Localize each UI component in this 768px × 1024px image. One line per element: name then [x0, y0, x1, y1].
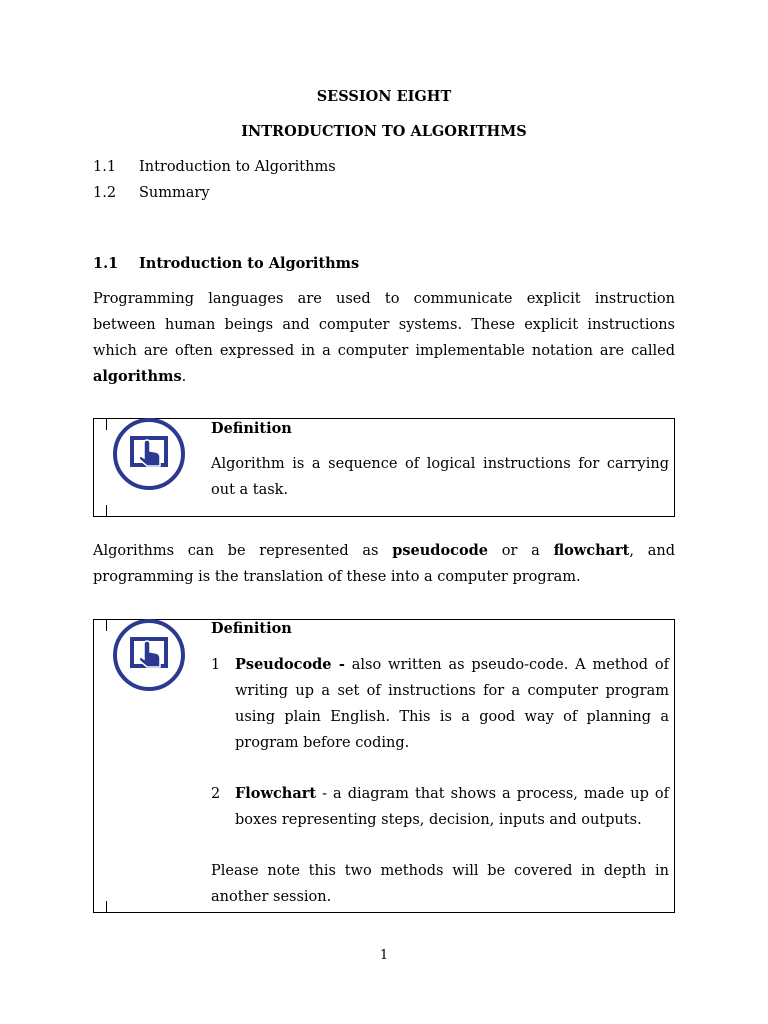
algorithms-term: algorithms — [93, 368, 182, 385]
toc-item-label: Summary — [139, 185, 210, 201]
word: represented — [259, 543, 349, 559]
word: a — [531, 543, 540, 559]
word: or — [501, 543, 518, 559]
definition-text: - a diagram that shows a process, made up of — [316, 786, 669, 802]
flowchart-term: Flowchart — [235, 785, 317, 802]
box-divider — [106, 505, 107, 517]
word: can — [187, 543, 214, 559]
definition-text: Algorithm is a sequence of logical instructions for carrying — [211, 456, 669, 472]
period: . — [181, 369, 187, 385]
note-text: another session. — [211, 889, 332, 905]
list-number: 2 — [211, 786, 221, 802]
comma: , — [629, 543, 634, 559]
session-title: SESSION EIGHT — [316, 88, 452, 105]
list-item-line — [235, 656, 669, 674]
pseudocode-term: pseudocode — [392, 542, 488, 559]
definition-text: also written as pseudo-code. A method of — [344, 657, 669, 673]
list-item-line — [235, 785, 669, 803]
pseudocode-term: Pseudocode - — [235, 656, 345, 673]
note-text: Please note this two methods will be covered in depth in — [211, 863, 669, 879]
section-title: Introduction to Algorithms — [139, 255, 360, 272]
toc-item-label: Introduction to Algorithms — [139, 159, 336, 175]
page-title: INTRODUCTION TO ALGORITHMS — [241, 123, 527, 140]
definition-heading: Definition — [211, 620, 292, 637]
paragraph-line: which are often expressed in a computer implementable notation are called — [93, 343, 675, 359]
definition-text: out a task. — [211, 482, 289, 498]
touch-screen-icon — [111, 617, 187, 693]
flowchart-term: flowchart — [553, 542, 630, 559]
box-divider — [106, 418, 107, 430]
list-number: 1 — [211, 657, 221, 673]
toc-item-number: 1.1 — [93, 159, 117, 175]
list-item-line: using plain English. This is a good way of planning a — [235, 709, 669, 725]
box-divider — [106, 901, 107, 913]
definition-heading: Definition — [211, 420, 292, 437]
word: as — [362, 543, 379, 559]
paragraph-line: programming is the translation of these into a computer program. — [93, 569, 581, 585]
toc-item-number: 1.2 — [93, 185, 117, 201]
page-number: 1 — [379, 948, 389, 963]
list-item-line: program before coding. — [235, 735, 410, 751]
word: Algorithms — [93, 543, 175, 559]
box-divider — [106, 619, 107, 631]
word: and — [647, 543, 675, 559]
word — [554, 542, 634, 560]
paragraph-line — [93, 542, 675, 560]
list-item-line: writing up a set of instructions for a computer program — [235, 683, 669, 699]
touch-screen-icon — [111, 416, 187, 492]
section-number: 1.1 — [93, 255, 119, 272]
word: be — [227, 543, 246, 559]
paragraph-line: Programming languages are used to communicate explicit instruction — [93, 291, 675, 307]
paragraph-line: between human beings and computer systems. These explicit instructions — [93, 317, 675, 333]
paragraph-line — [93, 368, 186, 386]
list-item-line: boxes representing steps, decision, inputs and outputs. — [235, 812, 642, 828]
